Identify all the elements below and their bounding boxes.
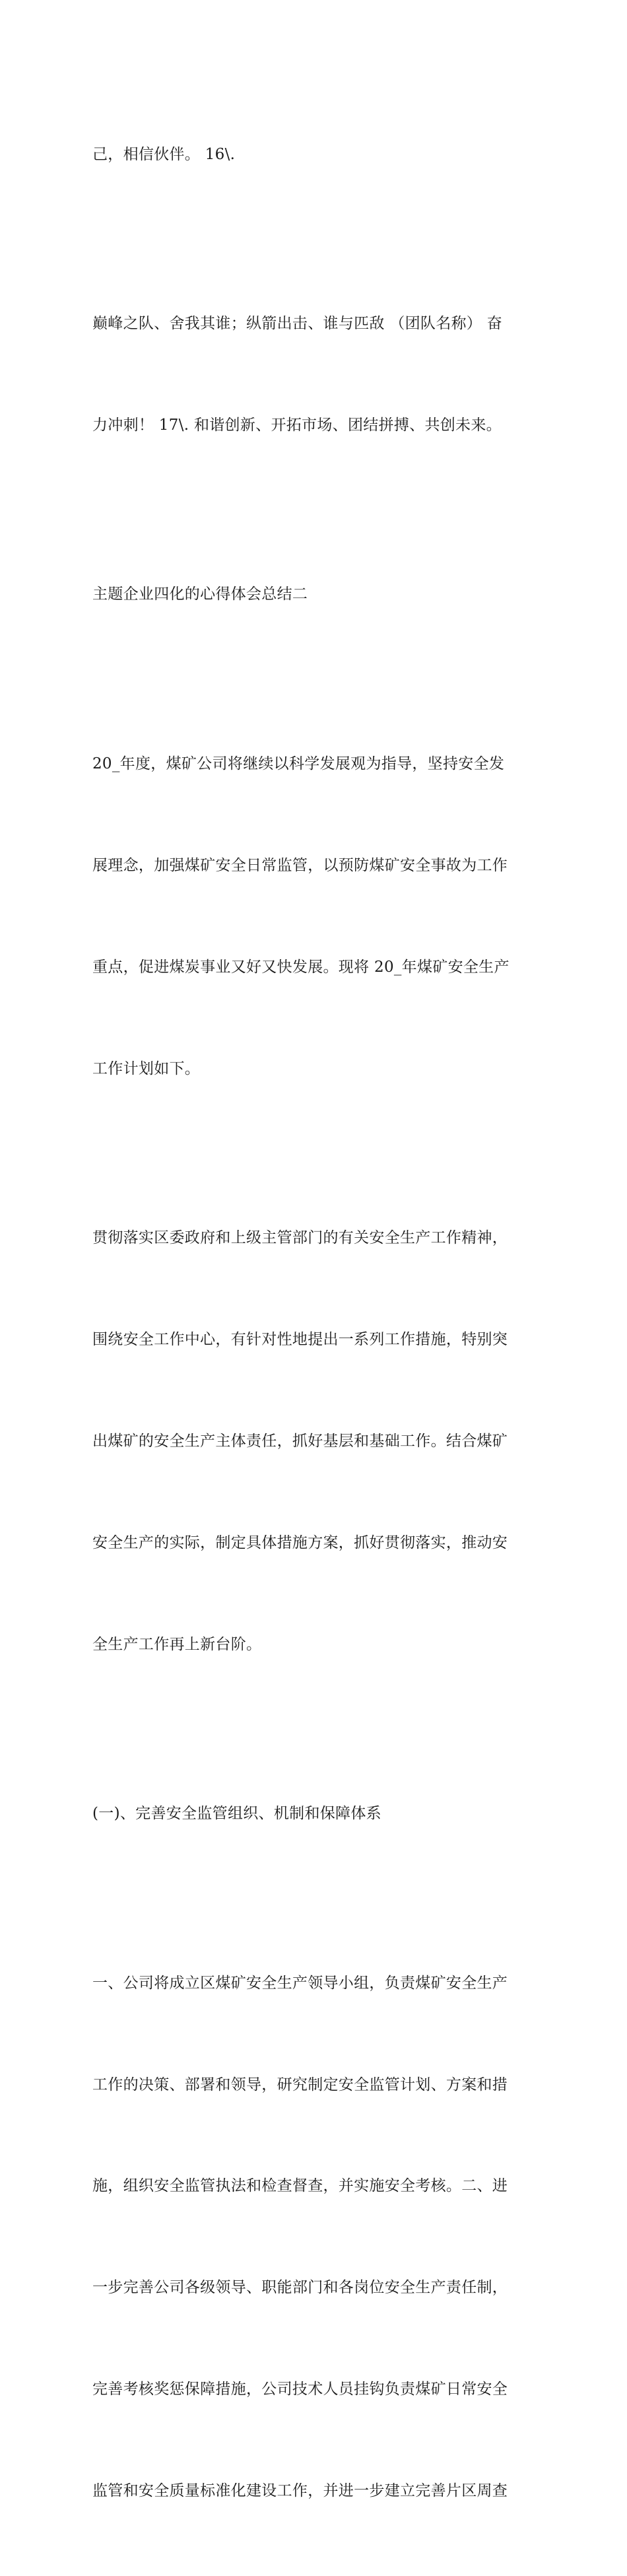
text-line: 施，组织安全监管执法和检查督查，并实施安全考核。二、进 <box>92 2177 508 2195</box>
text-line: 围绕安全工作中心，有针对性地提出一系列工作措施，特别突 <box>92 1330 508 1348</box>
text-line: 安全生产的实际，制定具体措施方案，抓好贯彻落实，推动安 <box>92 1534 508 1551</box>
text-line: 监管和安全质量标准化建设工作，并进一步建立完善片区周查 <box>92 2482 508 2500</box>
text-line: 力冲刺！ 17\. 和谐创新、开拓市场、团结拼搏、共创未来。 <box>92 416 502 434</box>
text-line: 贯彻落实区委政府和上级主管部门的有关安全生产工作精神， <box>92 1229 508 1247</box>
paragraph-intro-fragment <box>92 70 536 239</box>
text-line: 出煤矿的安全生产主体责任，抓好基层和基础工作。结合煤矿 <box>92 1432 508 1450</box>
paragraph-organization <box>92 1899 536 2576</box>
paragraph-slogans <box>92 239 536 510</box>
text-line: 20_年度，煤矿公司将继续以科学发展观为指导，坚持安全发 <box>92 755 505 772</box>
text-line: 己，相信伙伴。 16\. <box>92 145 236 163</box>
paragraph-annual-plan <box>92 679 536 1153</box>
subsection-heading <box>92 1730 536 1899</box>
section-heading <box>92 510 536 679</box>
text-line: 展理念，加强煤矿安全日常监管，以预防煤矿安全事故为工作 <box>92 856 508 874</box>
text-line: 完善考核奖惩保障措施，公司技术人员挂钩负责煤矿日常安全 <box>92 2381 508 2398</box>
text-line: 巅峰之队、舍我其谁；纵箭出击、谁与匹敌 （团队名称） 奋 <box>92 315 503 333</box>
text-line: 工作的决策、部署和领导，研究制定安全监管计划、方案和措 <box>92 2076 508 2093</box>
paragraph-implementation <box>92 1154 536 1730</box>
heading-line: 主题企业四化的心得体会总结二 <box>92 586 308 603</box>
text-line: 全生产工作再上新台阶。 <box>92 1635 262 1653</box>
text-line: 一步完善公司各级领导、职能部门和各岗位安全生产责任制， <box>92 2279 508 2297</box>
text-line: 工作计划如下。 <box>92 1060 201 1077</box>
document-body <box>92 70 536 2576</box>
heading-line: (一)、完善安全监管组织、机制和保障体系 <box>92 1805 381 1823</box>
text-line: 重点，促进煤炭事业又好又快发展。现将 20_年煤矿安全生产 <box>92 958 510 976</box>
text-line: 一、公司将成立区煤矿安全生产领导小组，负责煤矿安全生产 <box>92 1974 508 1992</box>
